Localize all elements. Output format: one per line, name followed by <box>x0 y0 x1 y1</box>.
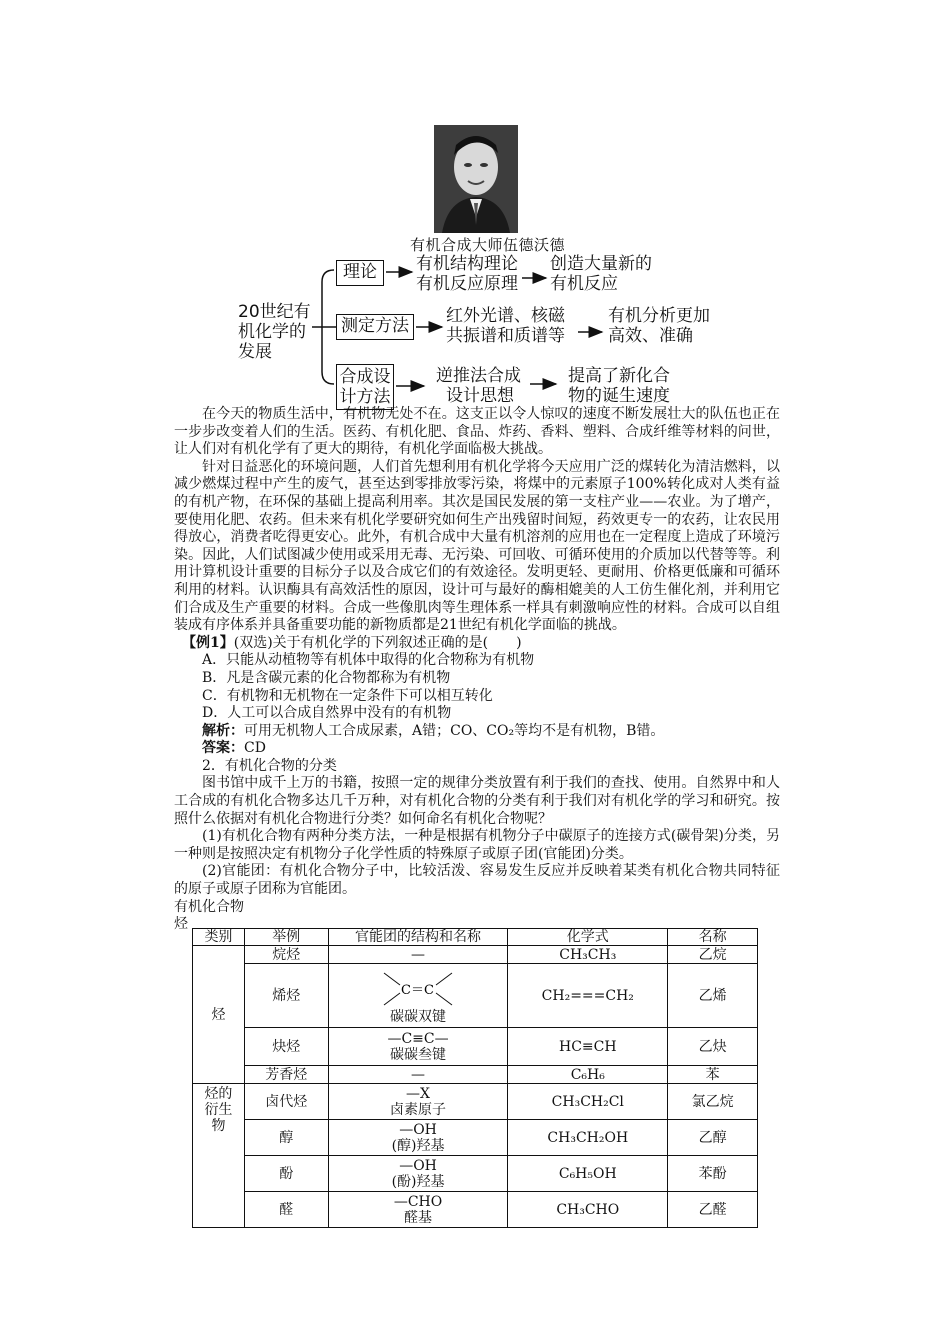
table-header: 化学式 <box>508 929 668 946</box>
table-cell: 乙烷 <box>668 946 758 964</box>
table-row <box>193 1084 758 1120</box>
table-row <box>193 964 758 1028</box>
portrait-caption: 有机合成大师伍德沃德 <box>410 236 566 254</box>
branch-theory-box: 理论 <box>336 260 384 286</box>
branch-theory-result: 创造大量新的 有机反应 <box>550 254 652 294</box>
table-header: 类别 <box>193 929 245 946</box>
option-b: B．凡是含碳元素的化合物都称为有机物 <box>202 669 451 686</box>
branch-synthesis-box: 合成设 计方法 <box>336 364 394 410</box>
table-header-row <box>193 929 758 946</box>
table-cell: C₆H₆ <box>508 1066 668 1084</box>
table-cell: 氯乙烷 <box>668 1084 758 1120</box>
table-cell: 芳香烃 <box>244 1066 328 1084</box>
option-d: D．人工可以合成自然界中没有的有机物 <box>202 705 452 722</box>
branch-theory-detail: 有机结构理论 有机反应原理 <box>416 254 518 294</box>
development-diagram <box>0 250 950 410</box>
table-cell: 酚 <box>244 1156 328 1192</box>
table-cell: —OH (醇)羟基 <box>328 1120 508 1156</box>
table-header: 举例 <box>244 929 328 946</box>
double-bond-structure <box>378 969 458 1009</box>
section-heading: 2．有机化合物的分类 <box>202 757 337 774</box>
branch-synthesis-result: 提高了新化合 物的诞生速度 <box>568 366 670 406</box>
group-label-derivatives: 烃的 衍生 物 <box>193 1084 245 1228</box>
table-header: 名称 <box>668 929 758 946</box>
table-header: 官能团的结构和名称 <box>328 929 508 946</box>
paragraph-intro: 在今天的物质生活中，有机物无处不在。这支正以令人惊叹的速度不断发展壮大的队伍也正在一步步改变着人们的生活。医药、有机化肥、食品、炸药、香料、塑料、合成纤维等材料的问世，让人们对有机化学有了更大的期待，有机化学面临极大挑战。 <box>174 406 780 458</box>
table-cell: 乙醇 <box>668 1120 758 1156</box>
table-cell: 醇 <box>244 1120 328 1156</box>
option-c: C．有机物和无机物在一定条件下可以相互转化 <box>202 687 493 704</box>
table-cell: C₆H₅OH <box>508 1156 668 1192</box>
branch-measurement-detail: 红外光谱、核磁 共振谱和质谱等 <box>446 306 565 346</box>
table-cell: —CHO 醛基 <box>328 1192 508 1228</box>
group-label-hydrocarbon: 烃 <box>193 946 245 1084</box>
table-row <box>193 1066 758 1084</box>
table-cell: 烯烃 <box>244 964 328 1028</box>
table-cell: 苯 <box>668 1066 758 1084</box>
table-cell: CH₃CH₃ <box>508 946 668 964</box>
table-cell: — <box>328 1066 508 1084</box>
table-cell: CH₃CH₂OH <box>508 1120 668 1156</box>
paragraph-methods: (1)有机化合物有两种分类方法，一种是根据有机物分子中碳原子的连接方式(碳骨架)分类，另一种则是按照决定有机物分子化学性质的特殊原子或原子团(官能团)分类。 <box>174 828 780 862</box>
branch-synthesis-detail: 逆推法合成 设计思想 <box>436 366 521 406</box>
table-cell: —C≡C— 碳碳叁键 <box>328 1028 508 1066</box>
table-cell: 炔烃 <box>244 1028 328 1066</box>
portrait-image <box>434 125 518 233</box>
table-cell: C＝C 碳碳双键 <box>328 964 508 1028</box>
line-organic-compound: 有机化合物 <box>174 898 244 915</box>
answer: 答案：CD <box>202 740 266 757</box>
table-cell: CH₃CHO <box>508 1192 668 1228</box>
table-row <box>193 1120 758 1156</box>
paragraph-classification: 图书馆中成千上万的书籍，按照一定的规律分类放置有利于我们的查找、使用。自然界中和人工合成的有机化合物多达几千万种，对有机化合物的分类有利于我们对有机化学的学习和研究。按照什么依据对有机化合物进行分类？如何命名有机化合物呢？ <box>174 775 780 827</box>
table-cell: HC≡CH <box>508 1028 668 1066</box>
paragraph-functional-group: (2)官能团：有机化合物分子中，比较活泼、容易发生反应并反映着某类有机化合物共同特征的原子或原子团称为官能团。 <box>174 863 780 898</box>
diagram-root: 20世纪有 机化学的 发展 <box>238 302 311 362</box>
body-text <box>174 406 780 934</box>
branch-measurement-box: 测定方法 <box>336 314 414 340</box>
table-cell: —OH (酚)羟基 <box>328 1156 508 1192</box>
option-a: A．只能从动植物等有机体中取得的化合物称为有机物 <box>202 652 535 669</box>
table-cell: CH₃CH₂Cl <box>508 1084 668 1120</box>
svg-text:C＝C: C＝C <box>401 982 434 998</box>
table-cell: 乙醛 <box>668 1192 758 1228</box>
paragraph-environment: 针对日益恶化的环境问题，人们首先想利用有机化学将今天应用广泛的煤转化为清洁燃料，以减少燃煤过程中产生的废气，甚至达到零排放零污染，将煤中的元素原子100%转化成对人类有益的有机产物，在环保的基础上提高利用率。其次是国民发展的第一支柱产业——农业。为了增产，要使用化肥、农药。但未来有机化学要研究如何生产出残留时间短，药效更专一的农药，让农民用得放心，消费者吃得更安心。此外，有机合成中大量有机溶剂的应用也在一定程度上造成了环境污染。因此，人们试图减少使用或采用无毒、无污染、可回收、可循环使用的介质加以代替等等。利用计算机设计重要的目标分子以及合成它们的有效途径。发明更轻、更耐用、价格更低廉和可循环利用的材料。认识酶具有高效活性的原因，设计可与最好的酶相媲美的人工仿生催化剂，并利用它们合成及生产重要的材料。合成一些像肌肉等生理体系一样具有刺激响应性的材料。合成可以自组装成有序体系并具备重要功能的新物质都是21世纪有机化学面临的挑战。 <box>174 458 780 634</box>
table-row <box>193 1028 758 1066</box>
branch-measurement-result: 有机分析更加 高效、准确 <box>608 306 710 346</box>
table-row <box>193 946 758 964</box>
table-cell: —X 卤素原子 <box>328 1084 508 1120</box>
example-question: 【例1】(双选)关于有机化学的下列叙述正确的是( ) <box>182 634 522 651</box>
table-cell: 烷烃 <box>244 946 328 964</box>
table-cell: 卤代烃 <box>244 1084 328 1120</box>
line-hydrocarbon: 烃 <box>174 916 188 933</box>
table-row <box>193 1192 758 1228</box>
table-cell: 乙炔 <box>668 1028 758 1066</box>
table-cell: 乙烯 <box>668 964 758 1028</box>
table-cell: CH₂===CH₂ <box>508 964 668 1028</box>
table-cell: 苯酚 <box>668 1156 758 1192</box>
analysis: 解析：可用无机物人工合成尿素，A错；CO、CO₂等均不是有机物，B错。 <box>202 722 665 739</box>
table-cell: 醛 <box>244 1192 328 1228</box>
table-cell: — <box>328 946 508 964</box>
functional-group-table <box>192 928 758 1228</box>
table-row <box>193 1156 758 1192</box>
